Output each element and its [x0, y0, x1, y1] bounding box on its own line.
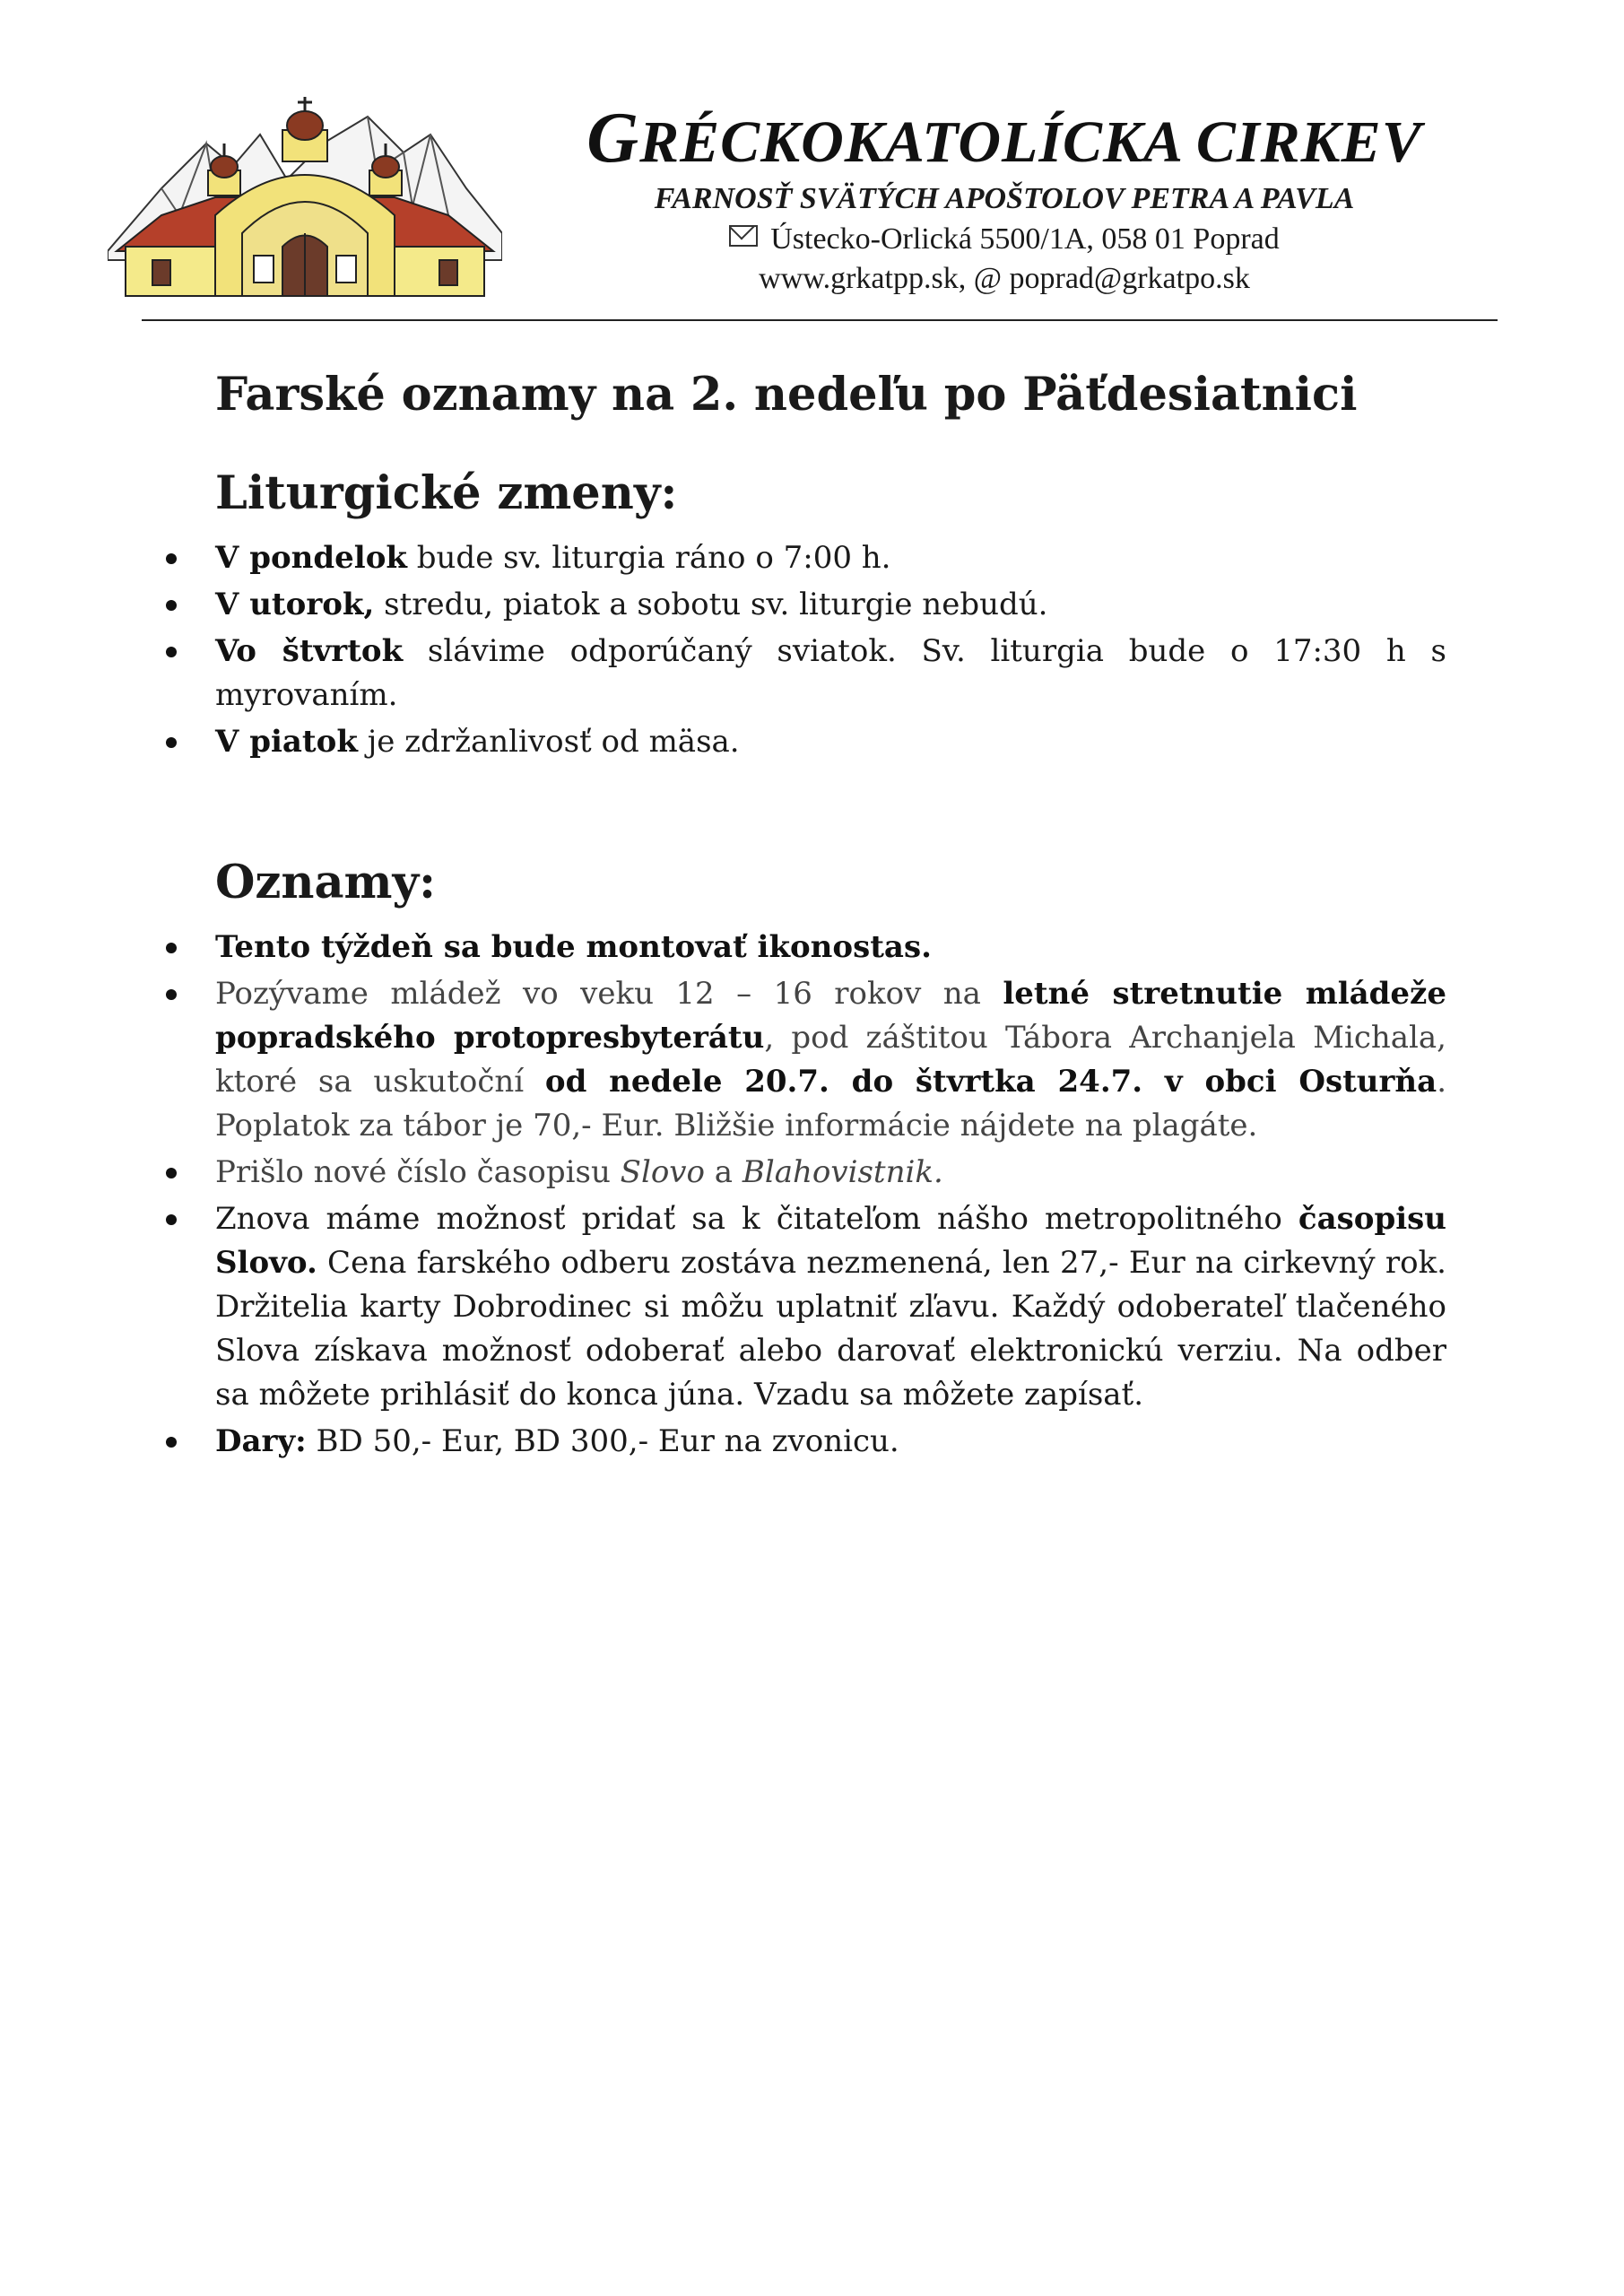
liturgical-heading: Liturgické zmeny:	[215, 466, 678, 520]
letterhead-text	[502, 99, 1507, 299]
list-item: Pozývame mládež vo veku 12 – 16 rokov na letné stretnutie mládeže popradského protopresbyterátu, pod záštitou Tábora Archanjela Michala, ktoré sa uskutoční od nedele 20.7. do štvrtka 24.7. v obci Osturňa. Poplatok za tábor je 70,- Eur. Bližšie informácie nájdete na plagáte.	[142, 972, 1446, 1148]
announcements-heading: Oznamy:	[215, 856, 436, 909]
envelope-icon	[729, 225, 758, 247]
list-item: Vo štvrtok slávime odporúčaný sviatok. Sv. liturgia bude o 17:30 h s myrovaním.	[142, 630, 1446, 718]
web-and-email: www.grkatpp.sk, @ poprad@grkatpo.sk	[759, 262, 1250, 295]
list-item: Znova máme možnosť pridať sa k čitateľom nášho metropolitného časopisu Slovo. Cena farského odberu zostáva nezmenená, len 27,- Eur na cirkevný rok. Držitelia karty Dobrodinec si môžu uplatniť zľavu. Každý odoberateľ tlačeného Slova získava možnosť odoberať alebo darovať elektronickú verziu. Na odber sa môžete prihlásiť do konca júna. Vzadu sa môžete zapísať.	[142, 1197, 1446, 1417]
list-item: Prišlo nové číslo časopisu Slovo a Blahovistnik.	[142, 1151, 1446, 1195]
postal-address: Ústecko-Orlická 5500/1A, 058 01 Poprad	[502, 220, 1507, 259]
list-item: Dary: BD 50,- Eur, BD 300,- Eur na zvonicu.	[142, 1420, 1446, 1464]
list-item: V piatok je zdržanlivosť od mäsa.	[142, 720, 1446, 764]
document-body	[142, 359, 1446, 1466]
page-title: Farské oznamy na 2. nedeľu po Päťdesiatnici	[215, 368, 1358, 422]
list-item: V utorok, stredu, piatok a sobotu sv. liturgie nebudú.	[142, 583, 1446, 627]
announcements-list	[142, 926, 1446, 1464]
church-name: GRÉCKOKATOLÍCKA CIRKEV	[586, 99, 1422, 178]
church-logo	[108, 81, 502, 305]
header-divider	[142, 319, 1498, 321]
letterhead	[108, 72, 1507, 318]
list-item: V pondelok bude sv. liturgia ráno o 7:00 h.	[142, 536, 1446, 580]
list-item: Tento týždeň sa bude montovať ikonostas.	[142, 926, 1446, 970]
parish-name: FARNOSŤ SVÄTÝCH APOŠTOLOV PETRA A PAVLA	[654, 182, 1355, 215]
liturgical-list	[142, 536, 1446, 764]
